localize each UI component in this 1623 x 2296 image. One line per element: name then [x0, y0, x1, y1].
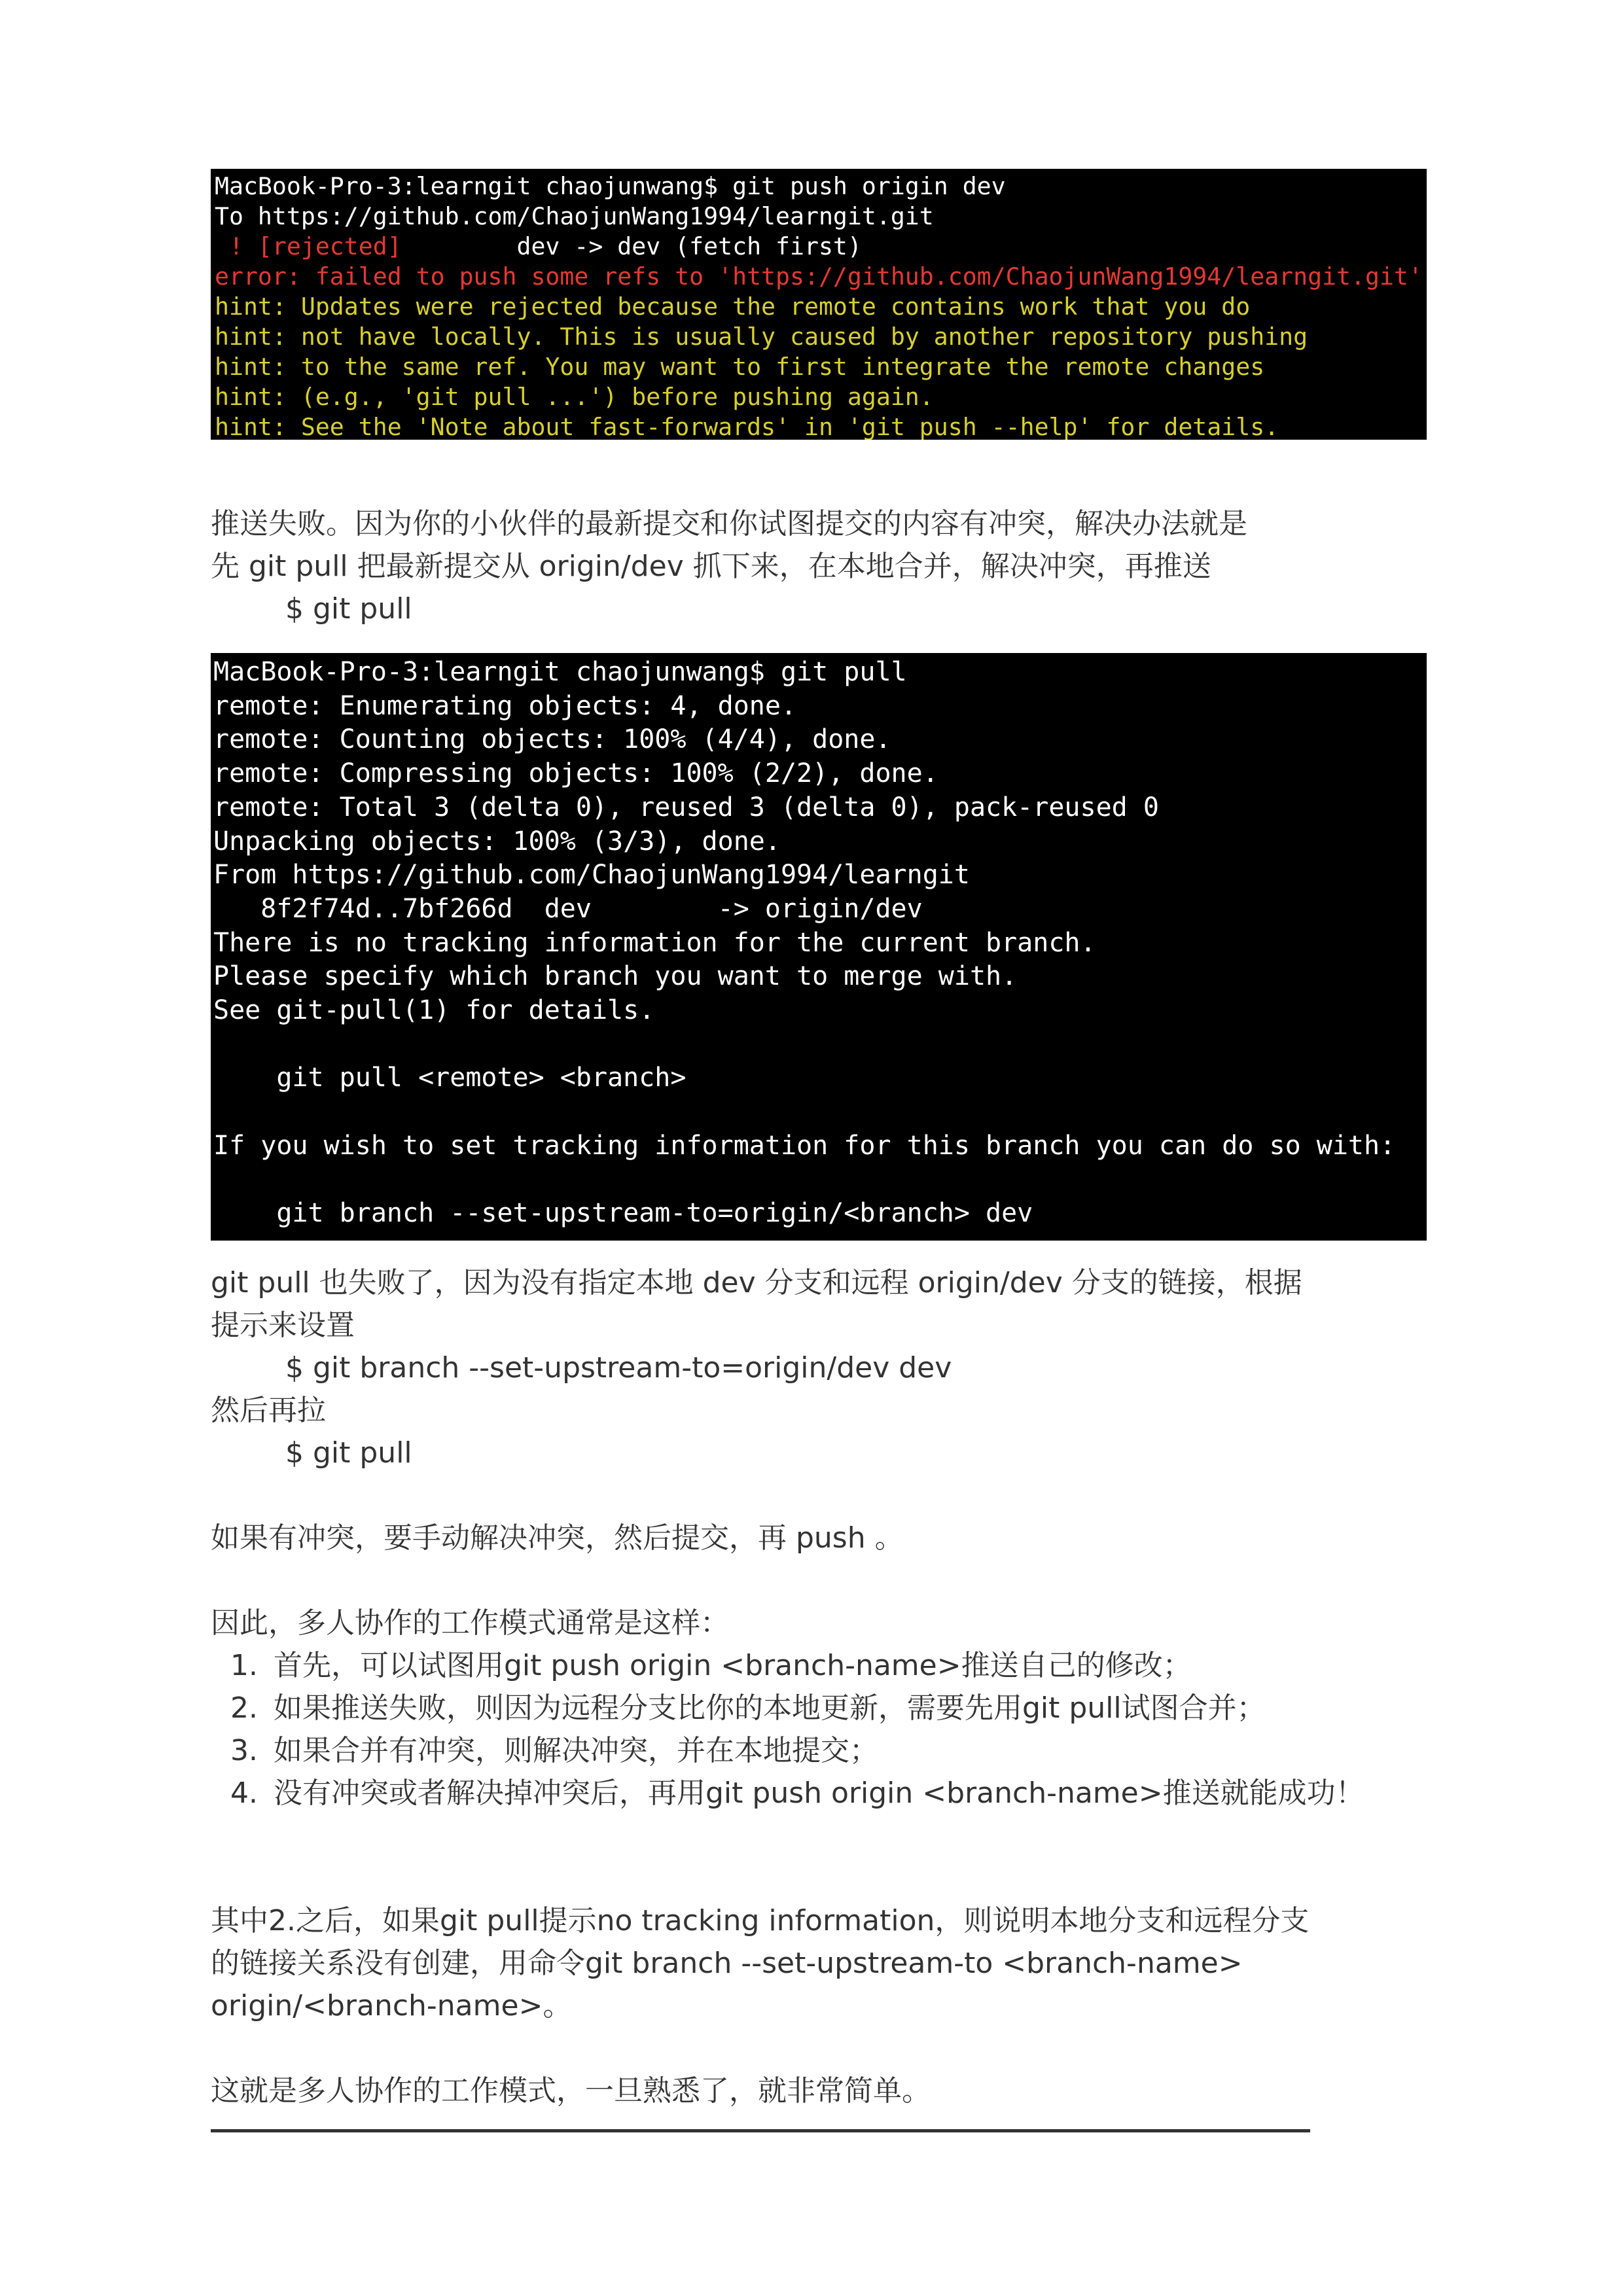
terminal-line: There is no tracking information for the current branch. — [213, 927, 1096, 958]
terminal-line-blank — [213, 1095, 1424, 1129]
paragraph-line: 其中2.之后，如果git pull提示no tracking information，则说明本地分支和远程分支 — [211, 1904, 1310, 1937]
list-item-text: 没有冲突或者解决掉冲突后，再用git push origin <branch-name>推送就能成功！ — [274, 1776, 1364, 1810]
terminal-line-error: error: failed to push some refs to 'https://github.com/ChaojunWang1994/learngit.git' — [215, 262, 1423, 291]
terminal-line: See git-pull(1) for details. — [213, 995, 655, 1026]
command-text: $ git branch --set-upstream-to=origin/dev dev — [285, 1351, 952, 1385]
list-number: 3. — [230, 1734, 258, 1767]
paragraph-line: 然后再拉 — [211, 1394, 326, 1427]
paragraph-line: 的链接关系没有创建，用命令git branch --set-upstream-to <branch-name> — [211, 1947, 1243, 1980]
list-item — [211, 1772, 1425, 1814]
terminal-line: remote: Compressing objects: 100% (2/2), done. — [213, 758, 938, 789]
terminal-line: From https://github.com/ChaojunWang1994/learngit — [213, 860, 970, 891]
paragraph-line: 提示来设置 — [211, 1309, 355, 1342]
terminal-screenshot-pull — [211, 653, 1427, 1241]
workflow-intro: 因此，多人协作的工作模式通常是这样： — [211, 1606, 729, 1640]
terminal-line: git pull <remote> <branch> — [213, 1063, 687, 1093]
terminal-line-hint: hint: See the 'Note about fast-forwards' in 'git push --help' for details. — [215, 413, 1279, 440]
terminal-line: Please specify which branch you want to merge with. — [213, 961, 1018, 992]
list-number: 1. — [230, 1649, 258, 1682]
terminal-line: If you wish to set tracking information for this branch you can do so with: — [213, 1130, 1396, 1161]
terminal-line-hint: hint: not have locally. This is usually caused by another repository pushing — [215, 323, 1308, 351]
terminal-line: remote: Total 3 (delta 0), reused 3 (delta 0), pack-reused 0 — [213, 792, 1159, 822]
list-item — [211, 1644, 1427, 1687]
terminal-line: git branch --set-upstream-to=origin/<branch> dev — [213, 1198, 1033, 1229]
paragraph-summary: 这就是多人协作的工作模式，一旦熟悉了，就非常简单。 — [211, 2074, 931, 2108]
command-text: $ git pull — [285, 1436, 412, 1470]
list-number: 2. — [230, 1691, 258, 1725]
list-item-text: 首先，可以试图用git push origin <branch-name>推送自己的修改； — [274, 1649, 1192, 1682]
terminal-line-rejected — [215, 232, 1423, 262]
command-text: $ git pull — [285, 592, 412, 626]
terminal-line: remote: Counting objects: 100% (4/4), done. — [213, 724, 891, 755]
terminal-line: MacBook-Pro-3:learngit chaojunwang$ git push origin dev — [215, 172, 1006, 200]
list-item — [211, 1687, 1427, 1729]
rejected-label: ! [rejected] — [215, 232, 402, 260]
paragraph-line: git pull 也失败了，因为没有指定本地 dev 分支和远程 origin/dev 分支的链接，根据 — [211, 1266, 1302, 1299]
list-item-text: 如果推送失败，则因为远程分支比你的本地更新，需要先用git pull试图合并； — [274, 1691, 1266, 1725]
terminal-line: 8f2f74d..7bf266d dev -> origin/dev — [213, 893, 923, 924]
rejected-detail: dev -> dev (fetch first) — [401, 232, 862, 260]
paragraph-conflict: 如果有冲突，要手动解决冲突，然后提交，再 push 。 — [211, 1521, 904, 1555]
list-item-text: 如果合并有冲突，则解决冲突，并在本地提交； — [274, 1734, 878, 1767]
workflow-list — [211, 1644, 1427, 1814]
paragraph-line: 推送失败。因为你的小伙伴的最新提交和你试图提交的内容有冲突，解决办法就是 — [211, 507, 1247, 540]
terminal-line: MacBook-Pro-3:learngit chaojunwang$ git pull — [213, 657, 907, 687]
paragraph-line: origin/<branch-name>。 — [211, 1989, 572, 2022]
list-item — [211, 1729, 1427, 1772]
paragraph-line: 先 git pull 把最新提交从 origin/dev 抓下来，在本地合并，解决冲突，再推送 — [211, 550, 1211, 583]
terminal-line: remote: Enumerating objects: 4, done. — [213, 690, 797, 721]
terminal-screenshot-push — [211, 169, 1427, 440]
terminal-line-hint: hint: to the same ref. You may want to first integrate the remote changes — [215, 353, 1265, 381]
horizontal-rule — [211, 2129, 1310, 2132]
terminal-line: To https://github.com/ChaojunWang1994/learngit.git — [215, 202, 934, 230]
terminal-line-hint: hint: Updates were rejected because the remote contains work that you do — [215, 292, 1251, 321]
terminal-line-blank — [213, 1028, 1424, 1062]
terminal-line: Unpacking objects: 100% (3/3), done. — [213, 826, 781, 857]
terminal-line-blank — [213, 1163, 1424, 1197]
list-number: 4. — [230, 1776, 258, 1810]
terminal-line-hint: hint: (e.g., 'git pull ...') before pushing again. — [215, 383, 934, 411]
